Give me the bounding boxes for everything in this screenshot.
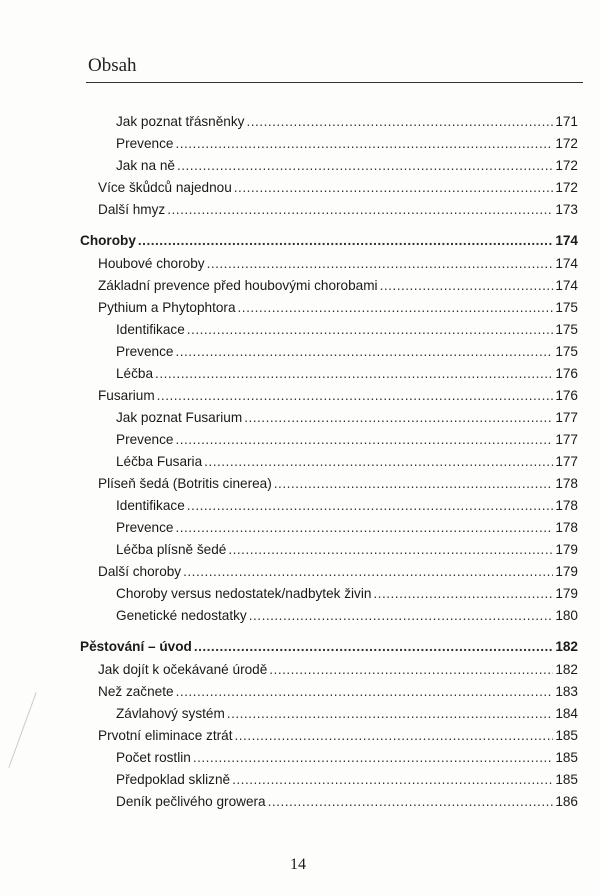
toc-entry-title: Identifikace [116,498,185,513]
toc-entry-page: 175 [555,300,578,315]
toc-entry-title: Choroby versus nedostatek/nadbytek živin [116,586,372,601]
dot-leader [269,662,553,677]
toc-entry-page: 177 [555,410,578,425]
toc-entry [116,344,578,364]
dot-leader [176,684,554,699]
toc-entry [116,706,578,726]
toc-entry-page: 177 [555,432,578,447]
toc-entry-title: Počet rostlin [116,750,191,765]
toc-entry-page: 178 [555,520,578,535]
toc-entry-page: 177 [555,454,578,469]
toc-entry-title: Choroby [80,233,136,248]
header-rule [86,82,583,83]
toc-entry-title: Prevence [116,344,174,359]
dot-leader [193,750,554,765]
dot-leader [204,454,553,469]
toc-entry-page: 175 [555,344,578,359]
toc-entry-title: Léčba plísně šedé [116,542,227,557]
toc-entry-title: Houbové choroby [98,256,205,271]
toc-entry [98,202,578,222]
toc-entry [116,136,578,156]
toc-entry-title: Předpoklad sklizně [116,772,231,787]
dot-leader [175,520,553,535]
dot-leader [274,476,554,491]
toc-entry-title: Prvotní eliminace ztrát [98,728,233,743]
toc-entry-page: 183 [555,684,578,699]
toc-entry [116,498,578,518]
toc-entry-page: 172 [555,180,578,195]
dot-leader [187,322,554,337]
toc-entry [98,278,578,298]
dot-leader [232,772,553,787]
toc-entry-page: 173 [555,202,578,217]
toc-entry [116,454,578,474]
toc-entry [116,410,578,430]
toc-entry-page: 179 [555,542,578,557]
toc-entry [116,322,578,342]
toc-entry-title: Závlahový systém [116,706,225,721]
toc-entry [98,564,578,584]
toc-entry-page: 178 [555,476,578,491]
dot-leader [238,300,554,315]
dot-leader [380,278,554,293]
toc-entry-page: 185 [555,728,578,743]
toc-entry [116,794,578,814]
dot-leader [167,202,553,217]
toc-entry-title: Prevence [116,432,174,447]
toc-entry [98,684,578,704]
toc-entry-page: 174 [555,278,578,293]
toc-entry-title: Fusarium [98,388,155,403]
toc-entry [98,388,578,408]
toc-entry-page: 179 [555,586,578,601]
toc-entry-title: Další choroby [98,564,182,579]
toc-entry [98,476,578,496]
toc-entry-page: 174 [555,256,578,271]
toc-entry [116,542,578,562]
dot-leader [175,136,553,151]
dot-leader [194,639,554,654]
toc-entry-page: 172 [555,158,578,173]
toc-entry-title: Než začnete [98,684,174,699]
toc-entry-title: Genetické nedostatky [116,608,247,623]
toc-entry-page: 182 [555,639,578,654]
toc-entry-title: Identifikace [116,322,185,337]
dot-leader [138,233,553,248]
page-number: 14 [290,856,306,873]
running-header: Obsah [88,55,137,76]
dot-leader [175,344,553,359]
scan-mark [8,692,36,768]
dot-leader [244,410,553,425]
dot-leader [155,366,553,381]
toc-entry-title: Plíseň šedá (Botritis cinerea) [98,476,272,491]
toc-entry-title: Jak poznat Fusarium [116,410,243,425]
toc-entry-title: Základní prevence před houbovými chorobami [98,278,378,293]
toc-entry [116,114,578,134]
toc-entry-title: Pythium a Phytophtora [98,300,236,315]
toc-entry-title: Jak na ně [116,158,175,173]
dot-leader [157,388,554,403]
dot-leader [228,542,553,557]
toc-entry-page: 171 [555,114,578,129]
toc-entry-page: 186 [555,794,578,809]
toc-entry-page: 176 [555,366,578,381]
toc-entry-page: 174 [555,233,578,248]
toc-entry [116,432,578,452]
toc-entry-title: Léčba [116,366,154,381]
toc-entry-page: 172 [555,136,578,151]
toc-entry-page: 175 [555,322,578,337]
toc-entry-title: Další hmyz [98,202,166,217]
dot-leader [187,498,554,513]
toc-entry [98,662,578,682]
toc-entry [116,772,578,792]
toc-entry [116,586,578,606]
toc-entry-title: Prevence [116,136,174,151]
toc-entry-page: 184 [555,706,578,721]
toc-entry [98,728,578,748]
toc-entry [98,300,578,320]
dot-leader [268,794,554,809]
toc-entry-title: Více škůdců najednou [98,180,232,195]
toc-entry [80,233,578,253]
toc-entry-title: Jak poznat třásněnky [116,114,245,129]
toc-entry-title: Prevence [116,520,174,535]
toc-entry [116,520,578,540]
dot-leader [177,158,553,173]
toc-entry-page: 185 [555,750,578,765]
toc-entry [116,366,578,386]
toc-entry-page: 182 [555,662,578,677]
dot-leader [246,114,553,129]
toc-entry-page: 178 [555,498,578,513]
toc-entry [98,180,578,200]
dot-leader [183,564,553,579]
toc-entry-page: 180 [555,608,578,623]
dot-leader [175,432,553,447]
toc-entry [98,256,578,276]
dot-leader [234,728,553,743]
toc-entry [116,158,578,178]
dot-leader [373,586,553,601]
toc-entry [116,750,578,770]
dot-leader [227,706,554,721]
toc-entry [116,608,578,628]
dot-leader [234,180,554,195]
toc-entry-page: 179 [555,564,578,579]
toc-entry-title: Léčba Fusaria [116,454,203,469]
dot-leader [249,608,554,623]
toc-entry-title: Jak dojít k očekávané úrodě [98,662,268,677]
toc-entry-page: 176 [555,388,578,403]
dot-leader [207,256,554,271]
toc-entry [80,639,578,659]
toc-entry-title: Deník pečlivého growera [116,794,266,809]
toc-entry-page: 185 [555,772,578,787]
toc-entry-title: Pěstování – úvod [80,639,192,654]
